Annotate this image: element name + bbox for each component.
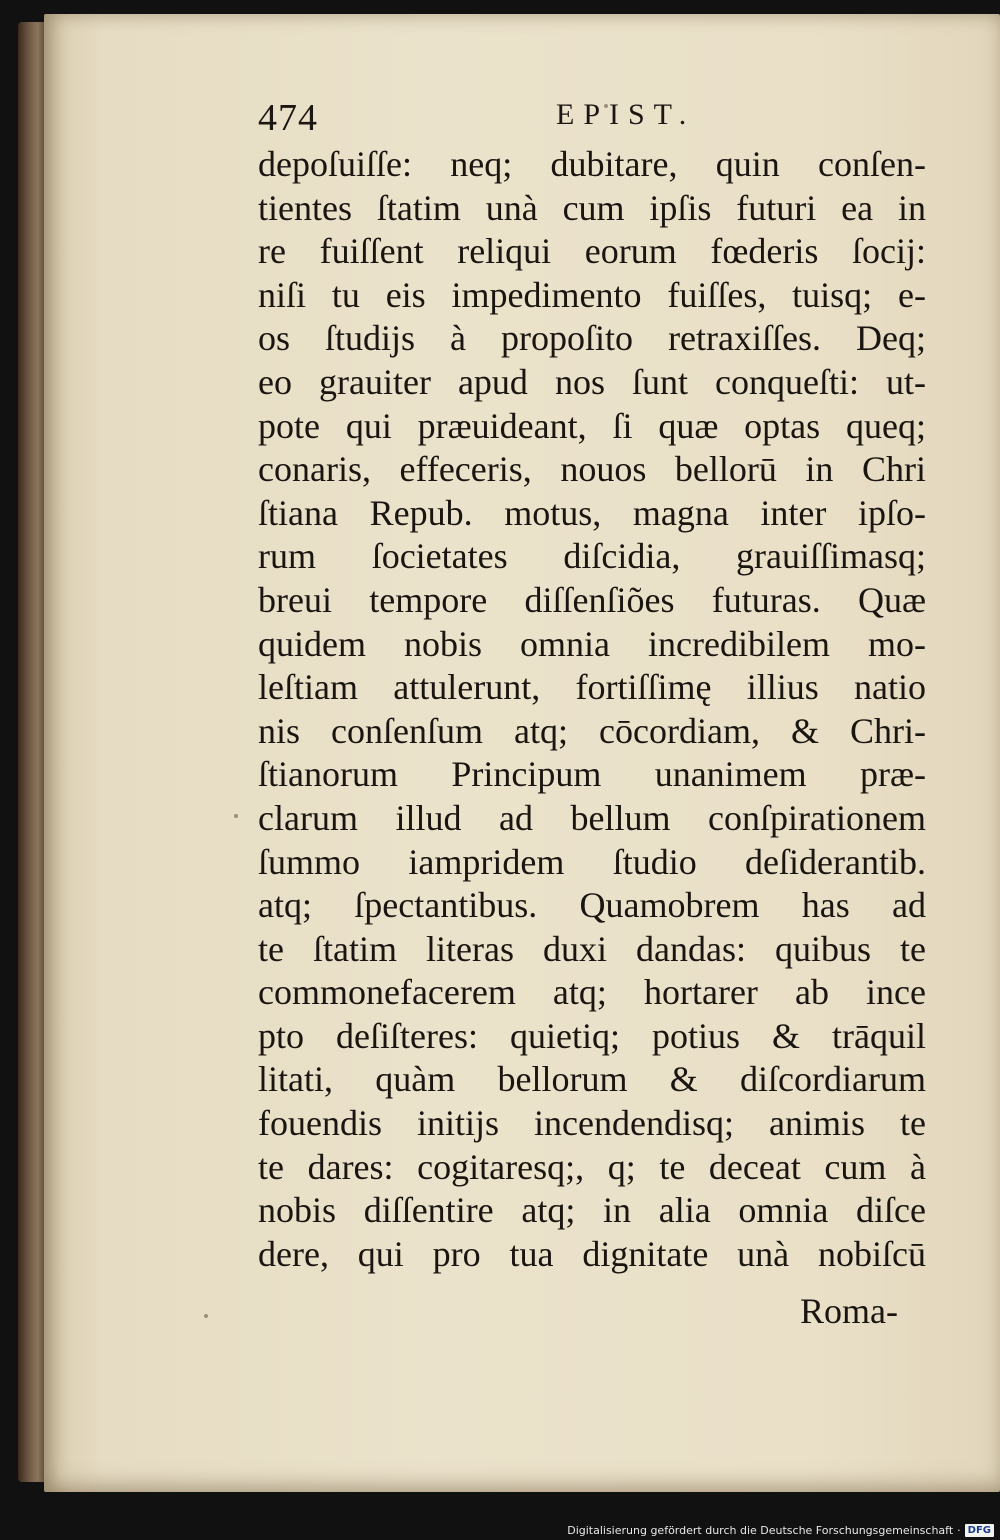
text-line: rum ſocietates diſcidia, grauiſſimasq; <box>258 536 926 577</box>
text-line: ſtianorum Principum unanimem præ- <box>258 754 926 795</box>
paper-speck <box>204 1314 208 1318</box>
text-line: litati, quàm bellorum & diſcordiarum <box>258 1059 926 1100</box>
dfg-logo-icon: DFG <box>965 1524 994 1537</box>
text-line: commonefacerem atq; hortarer ab ince <box>258 972 926 1013</box>
text-line: te dares: cogitaresq;, q; te deceat cum à <box>258 1146 926 1187</box>
text-line: pto deſiſteres: quietiq; potius & trāquil <box>258 1015 926 1056</box>
page-number: 474 <box>258 97 318 139</box>
text-line: ſtiana Repub. motus, magna inter ipſo- <box>258 492 926 533</box>
text-line: os ſtudijs à propoſito retraxiſſes. Deq; <box>258 318 926 359</box>
text-line: eo grauiter apud nos ſunt conqueſti: ut- <box>258 361 926 402</box>
catchword: Roma- <box>800 1291 898 1331</box>
text-line: clarum illud ad bellum conſpirationem <box>258 797 926 838</box>
footer-separator: · <box>957 1523 961 1537</box>
text-line: dere, qui pro tua dignitate unà nobiſcū <box>258 1233 926 1274</box>
paper-speck <box>234 814 238 818</box>
page-header <box>258 96 758 146</box>
text-line: nis conſenſum atq; cōcordiam, & Chri- <box>258 710 926 751</box>
book-fore-edge <box>18 22 46 1482</box>
text-line: tientes ſtatim unà cum ipſis futuri ea in <box>258 187 926 228</box>
text-line: quidem nobis omnia incredibilem mo- <box>258 623 926 664</box>
text-line: re fuiſſent reliqui eorum fœderis ſocij: <box>258 231 926 272</box>
text-line: niſi tu eis impedimento fuiſſes, tuisq; e- <box>258 274 926 315</box>
footer-credit: Digitalisierung gefördert durch die Deutsche Forschungsgemeinschaft <box>567 1523 954 1537</box>
text-line: leſtiam attulerunt, fortiſſimę illius natio <box>258 667 926 708</box>
text-line: conaris, effeceris, nouos bellorū in Chri <box>258 449 926 490</box>
text-line: ſummo iampridem ſtudio deſiderantib. <box>258 841 926 882</box>
text-line: te ſtatim literas duxi dandas: quibus te <box>258 928 926 969</box>
text-line: depoſuiſſe: neq; dubitare, quin conſen- <box>258 144 926 184</box>
body-text <box>258 143 926 1276</box>
text-line: fouendis initijs incendendisq; animis te <box>258 1103 926 1144</box>
running-head: EPIST. <box>556 98 696 131</box>
digitization-footer <box>567 1522 994 1538</box>
text-line: atq; ſpectantibus. Quamobrem has ad <box>258 885 926 926</box>
text-line: breui tempore diſſenſiões futuras. Quæ <box>258 579 926 620</box>
text-line: nobis diſſentire atq; in alia omnia diſce <box>258 1190 926 1231</box>
text-line: pote qui præuideant, ſi quæ optas queq; <box>258 405 926 446</box>
